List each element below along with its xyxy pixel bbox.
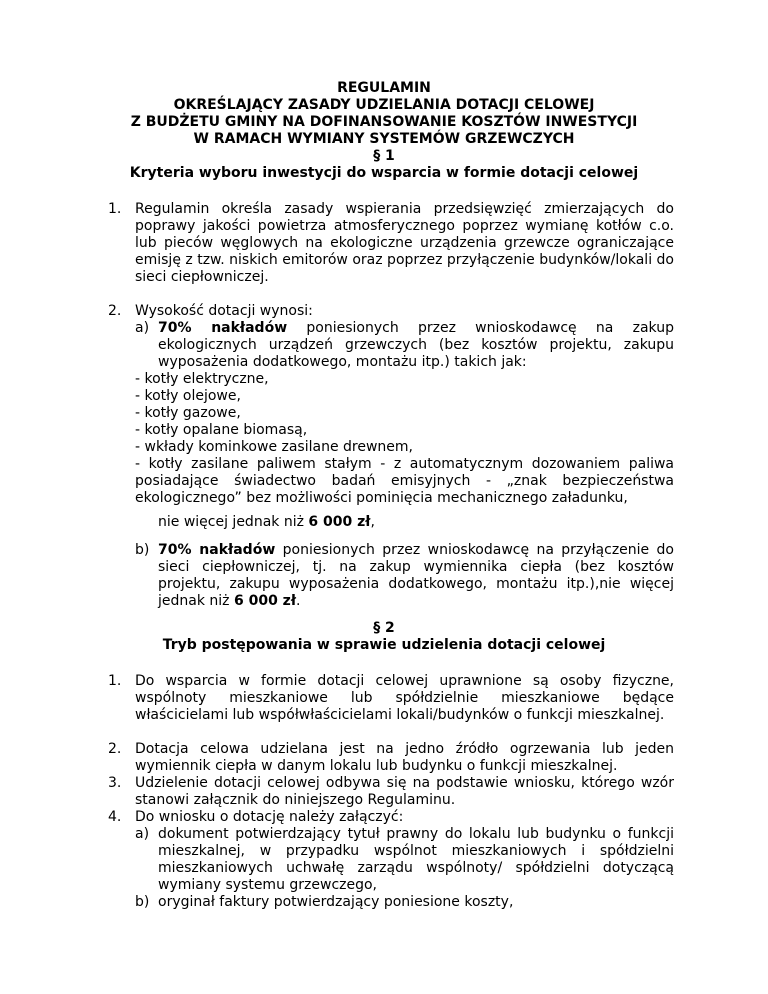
s1-limit-end: , (370, 514, 375, 530)
s1-item-1-number: 1. (108, 201, 122, 217)
section-2-heading (0, 620, 768, 654)
title-line-1: REGULAMIN (337, 80, 431, 96)
s2-item-3-text: Udzielenie dotacji celowej odbywa się na podstawie wniosku, którego wzór stanowi załącznik do niniejszego Regulaminu. (135, 775, 674, 808)
s2-item-1-number: 1. (108, 673, 122, 689)
section-1-title: Kryteria wyboru inwestycji do wsparcia w formie dotacji celowej (129, 165, 639, 181)
title-line-4: W RAMACH WYMIANY SYSTEMÓW GRZEWCZYCH (193, 131, 575, 147)
s1-item-2-number: 2. (108, 303, 122, 319)
document-title (0, 80, 768, 148)
s1-option-b-rest: poniesionych przez wnioskodawcę na przyłączenie do sieci ciepłowniczej, tj. na zakup wymiennika ciepła (bez kosztów projektu, zakupu wyposażenia dodatkowego, montażu itp.),nie więcej jednak niż (158, 542, 674, 609)
s1-option-a-text (158, 320, 674, 371)
s2-item-3-number: 3. (108, 775, 122, 791)
s1-option-b-label: b) (135, 542, 150, 558)
s1-option-a-rest: poniesionych przez wnioskodawcę na zakup ekologicznych urządzeń grzewczych (bez kosztów projektu, zakupu wyposażenia dodatkowego, montażu itp.) takich jak: (158, 320, 674, 370)
s2-item-4-text: Do wniosku o dotację należy załączyć: (135, 809, 404, 825)
s2-item-4-number: 4. (108, 809, 122, 825)
title-line-3: Z BUDŻETU GMINY NA DOFINANSOWANIE KOSZTÓW INWESTYCJI (130, 114, 638, 130)
s2-option-b-text: oryginał faktury potwierdzający poniesione koszty, (158, 894, 514, 910)
s1-list-item: - kotły gazowe, (135, 405, 241, 421)
s1-item-2-text: Wysokość dotacji wynosi: (135, 303, 313, 319)
s1-list-item: - kotły olejowe, (135, 388, 241, 404)
s1-list-item: - kotły opalane biomasą, (135, 422, 308, 438)
s1-list-item: - wkłady kominkowe zasilane drewnem, (135, 439, 413, 455)
section-2-title: Tryb postępowania w sprawie udzielenia dotacji celowej (162, 637, 606, 653)
s2-item-1-text: Do wsparcia w formie dotacji celowej uprawnione są osoby fizyczne, wspólnoty mieszkaniowe lub spółdzielnie mieszkaniowe będące właścicielami lub współwłaścicielami lokali/budynków o funkcji mieszkalnej. (135, 673, 674, 723)
s2-option-a-label: a) (135, 826, 150, 842)
title-line-2: OKREŚLAJĄCY ZASADY UDZIELANIA DOTACJI CELOWEJ (173, 97, 595, 113)
s1-option-a-bold: 70% nakładów (158, 320, 288, 336)
s2-item-2-text: Dotacja celowa udzielana jest na jedno źródło ogrzewania lub jeden wymiennik ciepła w danym lokalu lub budynku o funkcji mieszkalnej. (135, 741, 674, 774)
s1-option-b-bold: 70% nakładów (158, 542, 276, 558)
s1-boiler-list (135, 371, 674, 507)
s1-item-1-text: Regulamin określa zasady wspierania przedsięwzięć zmierzających do poprawy jakości powietrza atmosferycznego poprzez wymianę kotłów c.o. lub pieców węglowych na ekologiczne urządzenia grzewcze ograniczające emisję z tzw. niskich emitorów oraz poprzez przyłączenie budynków/lokali do sieci ciepłowniczej. (135, 201, 674, 285)
s1-option-b-text (158, 542, 674, 610)
s2-item-2-number: 2. (108, 741, 122, 757)
s1-limit-text: nie więcej jednak niż (158, 514, 309, 530)
s1-option-a-label: a) (135, 320, 150, 336)
s1-limit-amount: 6 000 zł (308, 514, 371, 530)
s1-option-b-amount: 6 000 zł (233, 593, 297, 609)
s1-list-item: - kotły zasilane paliwem stałym - z automatycznym dozowaniem paliwa posiadające świadectwo badań emisyjnych - „znak bezpieczeństwa ekologicznego” bez możliwości pominięcia mechanicznego załadunku, (135, 456, 674, 506)
s1-limit-a (158, 514, 674, 531)
section-2-number: § 2 (373, 620, 395, 636)
section-1-number: § 1 (373, 148, 395, 164)
s1-list-item: - kotły elektryczne, (135, 371, 269, 387)
s2-option-a-text: dokument potwierdzający tytuł prawny do lokalu lub budynku o funkcji mieszkalnej, w przypadku wspólnot mieszkaniowych i spółdzielni mieszkaniowych uchwałę zarządu wspólnoty/ spółdzielni dotyczącą wymiany systemu grzewczego, (158, 826, 674, 893)
section-1-heading (0, 148, 768, 182)
s2-option-b-label: b) (135, 894, 150, 910)
s1-option-b-end: . (296, 593, 301, 609)
